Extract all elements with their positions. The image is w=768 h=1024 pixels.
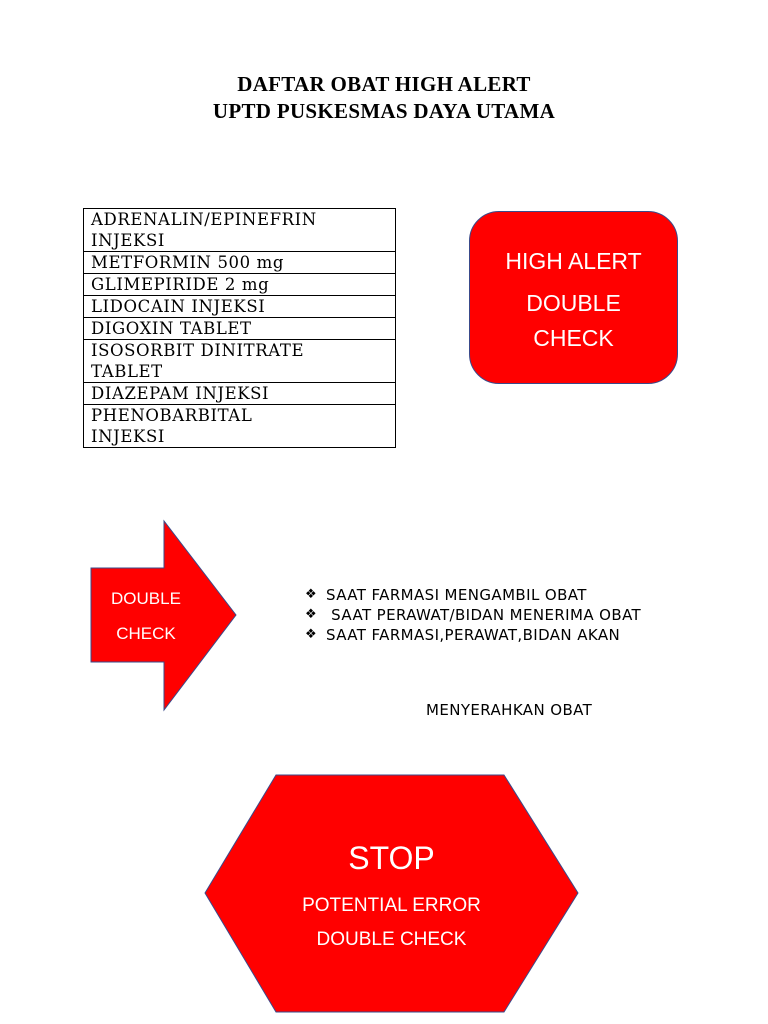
stop-octagon-shape bbox=[205, 775, 578, 1012]
diamond-bullet-icon: ❖ bbox=[305, 587, 318, 602]
drug-name: ISOSORBIT DINITRATE bbox=[91, 341, 305, 360]
arrow-label-line2: CHECK bbox=[116, 624, 176, 643]
drug-name: METFORMIN 500 mg bbox=[91, 253, 284, 272]
badge-line3: CHECK bbox=[533, 325, 614, 351]
badge-line1: HIGH ALERT bbox=[505, 248, 642, 274]
drug-name: PHENOBARBITAL bbox=[91, 406, 253, 425]
arrow-label-line1: DOUBLE bbox=[111, 589, 181, 608]
list-item bbox=[305, 626, 725, 644]
stop-line1: POTENTIAL ERROR bbox=[302, 895, 481, 916]
drug-name: DIAZEPAM INJEKSI bbox=[91, 384, 270, 403]
stop-line2: DOUBLE CHECK bbox=[316, 929, 467, 950]
drug-name: DIGOXIN TABLET bbox=[91, 319, 252, 338]
stop-heading: STOP bbox=[348, 840, 435, 876]
double-check-arrow-shape bbox=[91, 521, 236, 710]
drug-name: INJEKSI bbox=[91, 231, 165, 250]
list-item-continuation: MENYERAHKAN OBAT bbox=[426, 701, 593, 719]
diamond-bullet-icon: ❖ bbox=[305, 627, 318, 642]
drug-name: ADRENALIN/EPINEFRIN bbox=[91, 210, 317, 229]
list-item bbox=[305, 606, 725, 624]
list-item-text: SAAT FARMASI,PERAWAT,BIDAN AKAN bbox=[326, 626, 621, 644]
page-title-line1: DAFTAR OBAT HIGH ALERT bbox=[237, 72, 531, 96]
list-item-text: SAAT FARMASI MENGAMBIL OBAT bbox=[326, 586, 587, 604]
list-item-text: SAAT PERAWAT/BIDAN MENERIMA OBAT bbox=[326, 606, 642, 624]
drug-name: INJEKSI bbox=[91, 427, 165, 446]
drug-name: LIDOCAIN INJEKSI bbox=[91, 297, 266, 316]
badge-line2: DOUBLE bbox=[526, 290, 621, 316]
list-item bbox=[305, 586, 725, 604]
double-check-moments-list bbox=[305, 586, 725, 644]
diamond-bullet-icon: ❖ bbox=[305, 607, 318, 622]
page-title-line2: UPTD PUSKESMAS DAYA UTAMA bbox=[212, 99, 556, 123]
drug-name: TABLET bbox=[91, 362, 163, 381]
drug-name: GLIMEPIRIDE 2 mg bbox=[91, 275, 270, 294]
